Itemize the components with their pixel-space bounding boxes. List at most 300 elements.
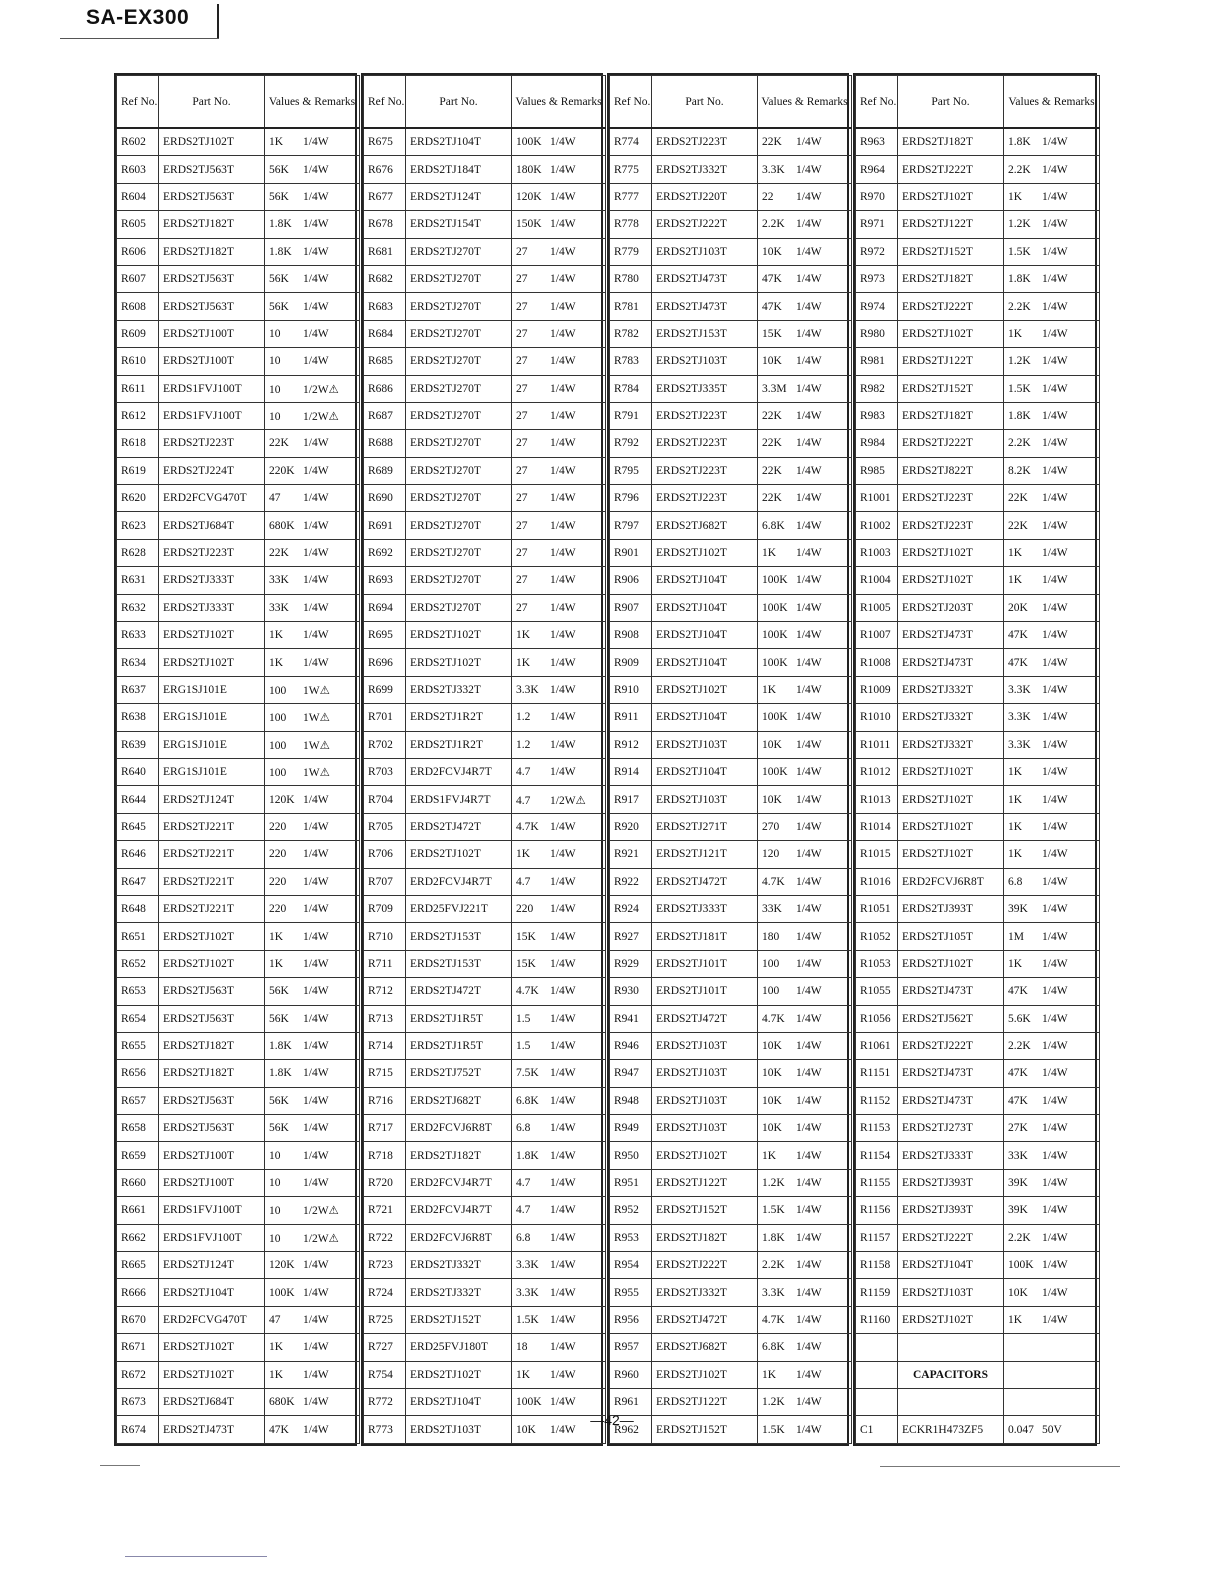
ref-no: R1158: [856, 1252, 898, 1279]
table-row: [610, 594, 852, 621]
rating: 1/4W: [1042, 930, 1068, 943]
value-remarks: [265, 895, 360, 922]
table-row: [610, 786, 852, 813]
ref-no: R701: [364, 704, 406, 731]
rating: 1/4W: [303, 327, 329, 340]
part-no: ERDS2TJ332T: [406, 676, 512, 703]
ref-no: R725: [364, 1306, 406, 1333]
ref-no: R657: [117, 1087, 159, 1114]
part-no: ERDS2TJ563T: [159, 156, 265, 183]
rating: 1/4W: [796, 1313, 822, 1326]
part-no: ERDS2TJ270T: [406, 430, 512, 457]
ref-no: R795: [610, 457, 652, 484]
value-remarks: [1004, 1060, 1100, 1087]
table-row: [117, 1032, 360, 1059]
value-remarks: [265, 731, 360, 758]
value: 8.2K: [1008, 464, 1031, 477]
rating: 1/2W⚠: [303, 1232, 339, 1245]
value: 10K: [762, 1094, 782, 1107]
ref-no: R909: [610, 649, 652, 676]
part-no: ERDS2TJ182T: [898, 128, 1004, 156]
value-remarks: [512, 758, 606, 785]
ref-no: R683: [364, 293, 406, 320]
value-remarks: [758, 402, 852, 429]
value: 100K: [762, 629, 788, 642]
table-row: [364, 211, 606, 238]
ref-no: R656: [117, 1060, 159, 1087]
table-row: [610, 1032, 852, 1059]
part-no: ERDS2TJ104T: [898, 1252, 1004, 1279]
table-row: [856, 238, 1100, 265]
value: 3.3K: [762, 163, 785, 176]
part-no: ERDS2TJ222T: [898, 156, 1004, 183]
part-no: ERDS2TJ203T: [898, 594, 1004, 621]
value: 27: [516, 300, 528, 313]
table-row: [117, 1005, 360, 1032]
rating: 1/4W: [796, 437, 822, 450]
rating: 1/4W: [550, 1122, 576, 1135]
table-row: [610, 1087, 852, 1114]
part-no: ERDS2TJ473T: [898, 1087, 1004, 1114]
ref-no: R949: [610, 1115, 652, 1142]
value-remarks: [512, 1252, 606, 1279]
part-no: ERDS1FVJ100T: [159, 402, 265, 429]
table-row: [856, 1197, 1100, 1224]
table-row: [364, 238, 606, 265]
value: 270: [762, 820, 780, 833]
rating: 1/4W: [550, 1231, 576, 1244]
rating: 1/4W: [1042, 684, 1068, 696]
value-remarks: [758, 813, 852, 840]
table-row: [610, 567, 852, 594]
rating: 1/4W: [550, 410, 576, 423]
value: 10: [269, 411, 281, 424]
value-remarks: [265, 1197, 360, 1224]
value-remarks: [265, 128, 360, 156]
part-no: ERDS2TJ223T: [159, 430, 265, 457]
table-row: [117, 1306, 360, 1333]
part-no: ERDS1FVJ4R7T: [406, 786, 512, 813]
rating: 1/4W: [1042, 957, 1068, 970]
value-remarks: [265, 457, 360, 484]
part-no: ERDS2TJ472T: [406, 813, 512, 840]
value-remarks: [758, 978, 852, 1005]
part-no: ERDS2TJ563T: [159, 265, 265, 292]
rating: 1/4W: [1042, 437, 1068, 450]
parts-table-block: [114, 73, 357, 1446]
table-row: [364, 758, 606, 785]
part-no: ERD2FCVG470T: [159, 1306, 265, 1333]
table-row: [117, 923, 360, 950]
rating: 1/4W: [550, 766, 576, 779]
part-no: ERDS2TJ223T: [652, 128, 758, 156]
value: 1K: [516, 629, 531, 642]
ref-no: R672: [117, 1361, 159, 1388]
part-no: ERDS2TJ101T: [652, 950, 758, 977]
value: 39K: [1008, 903, 1028, 916]
rating: 1/4W: [550, 1012, 576, 1025]
ref-no: R686: [364, 375, 406, 402]
value-remarks: [265, 1142, 360, 1169]
table-row: [856, 1142, 1100, 1169]
rating: 1/4W: [303, 793, 329, 806]
value: 1.5K: [762, 1423, 785, 1436]
value-remarks: [265, 1252, 360, 1279]
rating: 1/4W: [1042, 1177, 1068, 1190]
rating: 1/4W: [303, 1012, 329, 1025]
table-row: [610, 868, 852, 895]
part-no: ERDS2TJ563T: [159, 1005, 265, 1032]
table-row: [117, 567, 360, 594]
value: 4.7K: [762, 1012, 785, 1025]
value: 27: [516, 464, 528, 477]
part-no: ERDS2TJ270T: [406, 402, 512, 429]
rating: 1/4W: [796, 793, 822, 806]
rating: 1/4W: [303, 1313, 329, 1326]
ref-no: R952: [610, 1197, 652, 1224]
value-remarks: [758, 1115, 852, 1142]
ref-no-header: Ref No.: [364, 76, 406, 129]
value-remarks: [512, 485, 606, 512]
ref-no: R632: [117, 594, 159, 621]
value: 4.7K: [516, 820, 539, 833]
part-no: ERDS2TJ223T: [652, 457, 758, 484]
ref-no: R609: [117, 320, 159, 347]
table-row: [856, 786, 1100, 813]
table-row: [610, 128, 852, 156]
value-remarks: [265, 539, 360, 566]
rating: 1/4W: [550, 574, 576, 587]
table-row: [610, 758, 852, 785]
table-row: [610, 1060, 852, 1087]
value: 1.8K: [269, 245, 292, 258]
part-no: ERDS2TJ181T: [652, 923, 758, 950]
part-no: ERDS2TJ104T: [406, 128, 512, 156]
value-remarks: [265, 567, 360, 594]
table-row: [856, 1252, 1100, 1279]
table-row: [364, 868, 606, 895]
part-no: ERDS2TJ153T: [652, 320, 758, 347]
rating: 1/4W: [303, 1341, 329, 1354]
table-row: [856, 1224, 1100, 1251]
ref-no: R957: [610, 1334, 652, 1361]
ref-no: R1002: [856, 512, 898, 539]
value: 1.5: [516, 1012, 531, 1025]
part-no: ECKR1H473ZF5: [898, 1416, 1004, 1443]
value-remarks: [512, 676, 606, 703]
value: 56K: [269, 985, 289, 998]
value: 6.8: [516, 1231, 531, 1244]
rating: 1/4W: [796, 574, 822, 587]
ref-no: R611: [117, 375, 159, 402]
ref-no: R964: [856, 156, 898, 183]
ref-no: R628: [117, 539, 159, 566]
part-no: ERDS2TJ152T: [898, 375, 1004, 402]
rating: 1/4W: [303, 190, 329, 203]
rating: 1/4W: [550, 903, 576, 916]
value-remarks: [758, 238, 852, 265]
ref-no: R618: [117, 430, 159, 457]
value: 22K: [269, 547, 289, 560]
table-row: [856, 128, 1100, 156]
part-no: ERDS2TJ270T: [406, 265, 512, 292]
value: 39K: [1008, 1177, 1028, 1190]
rating: 1/4W: [796, 1067, 822, 1080]
part-no: ERDS2TJ333T: [159, 594, 265, 621]
value: 2.2K: [762, 218, 785, 231]
table-row: [364, 1334, 606, 1361]
part-no: ERDS2TJ221T: [159, 841, 265, 868]
table-row: [117, 348, 360, 375]
part-no: ERDS2TJ222T: [898, 293, 1004, 320]
ref-no: R605: [117, 211, 159, 238]
ref-no: R665: [117, 1252, 159, 1279]
part-no: ERG1SJ101E: [159, 731, 265, 758]
table-row: [856, 402, 1100, 429]
part-no: ERDS2TJ102T: [898, 950, 1004, 977]
ref-no: R654: [117, 1005, 159, 1032]
model-title: SA-EX300: [86, 6, 190, 29]
value: 6.8K: [762, 1341, 785, 1354]
ref-no: R1156: [856, 1197, 898, 1224]
part-no: ERDS2TJ472T: [652, 1005, 758, 1032]
value-remarks: [265, 950, 360, 977]
part-no: ERDS2TJ102T: [652, 539, 758, 566]
rating: 1/4W: [796, 848, 822, 861]
rating: 1/4W: [796, 738, 822, 751]
value: 27: [516, 437, 528, 450]
value: 10: [269, 1232, 281, 1245]
part-no: ERDS2TJ563T: [159, 293, 265, 320]
ref-no: R631: [117, 567, 159, 594]
part-no: ERDS2TJ100T: [159, 1142, 265, 1169]
value: 1.5: [516, 1040, 531, 1053]
ref-no: R955: [610, 1279, 652, 1306]
part-no: ERDS2TJ1R5T: [406, 1005, 512, 1032]
ref-no: R953: [610, 1224, 652, 1251]
ref-no: R702: [364, 731, 406, 758]
part-no: ERDS2TJ103T: [652, 1087, 758, 1114]
part-no: ERDS2TJ103T: [652, 238, 758, 265]
scan-mark: [125, 1556, 267, 1557]
part-no: ERDS2TJ270T: [406, 375, 512, 402]
value: 4.7K: [762, 1313, 785, 1326]
value: 180K: [516, 163, 542, 176]
rating: 1/4W: [550, 136, 576, 149]
value: 47K: [269, 1423, 289, 1436]
ref-no: R1001: [856, 485, 898, 512]
value: 3.3K: [762, 1286, 785, 1299]
part-no-header: Part No.: [898, 76, 1004, 129]
table-row: [610, 265, 852, 292]
table-row: [610, 430, 852, 457]
ref-no: R782: [610, 320, 652, 347]
table-row: [610, 1306, 852, 1333]
table-row: [856, 457, 1100, 484]
value-remarks: [265, 1005, 360, 1032]
value-remarks: [512, 293, 606, 320]
value: 27: [516, 601, 528, 614]
table-row: [364, 156, 606, 183]
table-row: [117, 485, 360, 512]
value: 10K: [1008, 1286, 1028, 1299]
rating: 1/4W: [303, 820, 329, 833]
ref-no: R1013: [856, 786, 898, 813]
value-remarks: [1004, 238, 1100, 265]
table-row: [610, 402, 852, 429]
value-remarks: [1004, 1361, 1100, 1388]
value-remarks: [512, 813, 606, 840]
rating: 1/4W: [303, 1094, 329, 1107]
value: 1K: [762, 547, 777, 560]
value: 6.8: [516, 1122, 531, 1135]
value-remarks: [265, 430, 360, 457]
rating: 1/4W: [1042, 273, 1068, 286]
value: 22K: [1008, 519, 1028, 532]
value: 10K: [762, 793, 782, 806]
rating: 1/4W: [303, 1040, 329, 1053]
table-row: [856, 1032, 1100, 1059]
table-row: [364, 539, 606, 566]
rating: 1W⚠: [303, 767, 330, 780]
rating: 1/4W: [1042, 1313, 1068, 1326]
ref-no: R779: [610, 238, 652, 265]
table-row: [364, 348, 606, 375]
value: 220: [516, 903, 534, 916]
rating: 1/4W: [796, 218, 822, 231]
part-no: ERDS2TJ152T: [652, 1197, 758, 1224]
rating: 1/4W: [550, 1149, 576, 1162]
value-remarks: [1004, 649, 1100, 676]
part-no: ERDS2TJ152T: [406, 1306, 512, 1333]
part-no: ERDS2TJ100T: [159, 1169, 265, 1196]
value-remarks: [758, 128, 852, 156]
ref-no: R670: [117, 1306, 159, 1333]
table-row: [117, 238, 360, 265]
rating: 1/4W: [1042, 1204, 1068, 1217]
table-row: [364, 1032, 606, 1059]
table-row: [364, 841, 606, 868]
ref-no: R754: [364, 1361, 406, 1388]
rating: 1/4W: [796, 629, 822, 642]
rating: 1/4W: [550, 1368, 576, 1381]
part-no: ERDS2TJ270T: [406, 348, 512, 375]
table-row: [856, 950, 1100, 977]
ref-no: R775: [610, 156, 652, 183]
table-row: [610, 841, 852, 868]
table-row: [856, 758, 1100, 785]
rating: 1/4W: [303, 1396, 329, 1409]
value-remarks: [512, 402, 606, 429]
value: 27: [516, 574, 528, 587]
rating: 1/4W: [303, 1177, 329, 1190]
table-row: [364, 1060, 606, 1087]
value: 1.5K: [1008, 382, 1031, 395]
rating: 1/4W: [796, 1396, 822, 1409]
ref-no: R646: [117, 841, 159, 868]
rating: 1/4W: [550, 1341, 576, 1354]
rating: 1W⚠: [303, 739, 330, 752]
table-row: [610, 1169, 852, 1196]
part-no: ERDS2TJ102T: [406, 1361, 512, 1388]
ref-no: R602: [117, 128, 159, 156]
rating: 1/4W: [550, 437, 576, 450]
value-remarks: [265, 813, 360, 840]
value-remarks: [512, 430, 606, 457]
part-no: ERD25FVJ221T: [406, 895, 512, 922]
value-remarks: [758, 1142, 852, 1169]
value-remarks: [512, 841, 606, 868]
value: 56K: [269, 300, 289, 313]
ref-no: R783: [610, 348, 652, 375]
value-remarks: [512, 978, 606, 1005]
ref-no: R633: [117, 622, 159, 649]
value-remarks: [512, 1032, 606, 1059]
table-row: [364, 265, 606, 292]
rating: 1/4W: [796, 190, 822, 203]
rating: 1/4W: [796, 273, 822, 286]
part-no: ERDS2TJ473T: [898, 622, 1004, 649]
part-no: ERD2FCVJ4R7T: [406, 758, 512, 785]
table-row: [856, 1005, 1100, 1032]
value: 1K: [1008, 327, 1023, 340]
ref-no: R792: [610, 430, 652, 457]
table-row: [610, 1252, 852, 1279]
rating: 1/4W: [550, 930, 576, 943]
table-row: [856, 649, 1100, 676]
value-remarks: [1004, 923, 1100, 950]
value: 120K: [269, 1259, 295, 1272]
part-no: ERDS2TJ100T: [159, 320, 265, 347]
part-no: [898, 1334, 1004, 1361]
ref-no: R660: [117, 1169, 159, 1196]
rating: 1/4W: [550, 629, 576, 642]
ref-no: R662: [117, 1224, 159, 1251]
rating: 1/4W: [550, 464, 576, 477]
rating: 1/4W: [796, 875, 822, 888]
part-no: ERDS2TJ103T: [652, 348, 758, 375]
value-remarks: [265, 704, 360, 731]
ref-no: R685: [364, 348, 406, 375]
part-no: ERDS2TJ102T: [652, 676, 758, 703]
table-row: [610, 375, 852, 402]
ref-no: R688: [364, 430, 406, 457]
rating: 1/4W: [796, 820, 822, 833]
rating: 1/4W: [796, 957, 822, 970]
part-no: ERDS2TJ102T: [652, 1361, 758, 1388]
value: 27: [516, 245, 528, 258]
ref-no: R1005: [856, 594, 898, 621]
rating: 1/4W: [303, 903, 329, 916]
table-row: [117, 293, 360, 320]
rating: 1/4W: [1042, 1259, 1068, 1272]
part-no-header: Part No.: [159, 76, 265, 129]
ref-no: R638: [117, 704, 159, 731]
ref-no: R1155: [856, 1169, 898, 1196]
table-row: [364, 978, 606, 1005]
value-remarks: [512, 950, 606, 977]
table-row: [856, 923, 1100, 950]
rating: 1/4W: [303, 985, 329, 998]
rating: 1/4W: [1042, 1286, 1068, 1299]
table-row: [364, 676, 606, 703]
value-remarks: [758, 1279, 852, 1306]
rating: 1/4W: [550, 1204, 576, 1217]
table-row: [364, 704, 606, 731]
rating: 1/4W: [550, 355, 576, 368]
value-remarks: [758, 622, 852, 649]
ref-no: R637: [117, 676, 159, 703]
